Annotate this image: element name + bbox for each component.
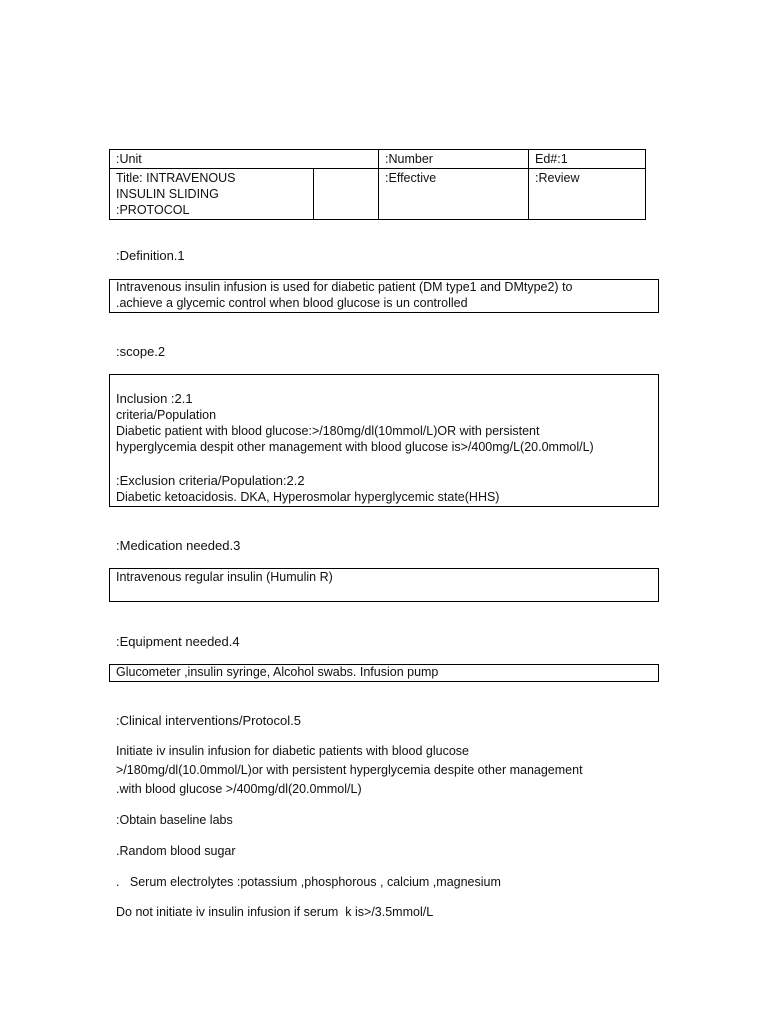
title-cell xyxy=(110,169,314,220)
title-line: :PROTOCOL xyxy=(116,203,190,217)
inclusion-line: Diabetic patient with blood glucose:>/180mg/dl(10mmol/L)OR with persistent xyxy=(116,424,540,438)
exclusion-title: :Exclusion criteria/Population:2.2 xyxy=(116,473,305,488)
clinical-para-line: >/180mg/dl(10.0mmol/L)or with persistent hyperglycemia despite other management xyxy=(116,763,583,777)
number-cell: :Number xyxy=(379,150,529,169)
medication-text: Intravenous regular insulin (Humulin R) xyxy=(116,570,333,584)
scope-box xyxy=(109,374,659,507)
equipment-heading: :Equipment needed.4 xyxy=(116,634,240,649)
clinical-para-line: Initiate iv insulin infusion for diabetic patients with blood glucose xyxy=(116,744,469,758)
inclusion-line: hyperglycemia despit other management with blood glucose is>/400mg/L(20.0mmol/L) xyxy=(116,440,594,454)
exclusion-line: Diabetic ketoacidosis. DKA, Hyperosmolar hyperglycemic state(HHS) xyxy=(116,490,500,504)
medication-heading: :Medication needed.3 xyxy=(116,538,241,553)
inclusion-title: Inclusion :2.1 xyxy=(116,391,193,406)
scope-heading: :scope.2 xyxy=(116,344,166,359)
baseline-labs: :Obtain baseline labs xyxy=(116,813,233,827)
header-table xyxy=(109,149,646,220)
do-not-initiate: Do not initiate iv insulin infusion if serum k is>/3.5mmol/L xyxy=(116,905,434,919)
clinical-heading: :Clinical interventions/Protocol.5 xyxy=(116,713,301,728)
empty-cell xyxy=(314,169,379,220)
title-line: INSULIN SLIDING xyxy=(116,187,219,201)
equipment-text: Glucometer ,insulin syringe, Alcohol swabs. Infusion pump xyxy=(116,665,439,679)
serum-electrolytes: . Serum electrolytes :potassium ,phosphorous , calcium ,magnesium xyxy=(116,875,501,889)
effective-cell: :Effective xyxy=(379,169,529,220)
header-row-2 xyxy=(110,169,646,220)
ed-cell: Ed#:1 xyxy=(529,150,646,169)
title-line: Title: INTRAVENOUS xyxy=(116,171,236,185)
definition-line: Intravenous insulin infusion is used for diabetic patient (DM type1 and DMtype2) to xyxy=(116,280,573,294)
random-blood-sugar: .Random blood sugar xyxy=(116,844,236,858)
definition-heading: :Definition.1 xyxy=(116,248,185,263)
equipment-box xyxy=(109,664,659,682)
header-row-1 xyxy=(110,150,646,169)
definition-line: .achieve a glycemic control when blood glucose is un controlled xyxy=(116,296,468,310)
definition-box xyxy=(109,279,659,313)
review-cell: :Review xyxy=(529,169,646,220)
clinical-para-line: .with blood glucose >/400mg/dl(20.0mmol/L) xyxy=(116,782,362,796)
inclusion-subtitle: criteria/Population xyxy=(116,408,217,422)
unit-cell: :Unit xyxy=(110,150,379,169)
medication-box xyxy=(109,568,659,602)
